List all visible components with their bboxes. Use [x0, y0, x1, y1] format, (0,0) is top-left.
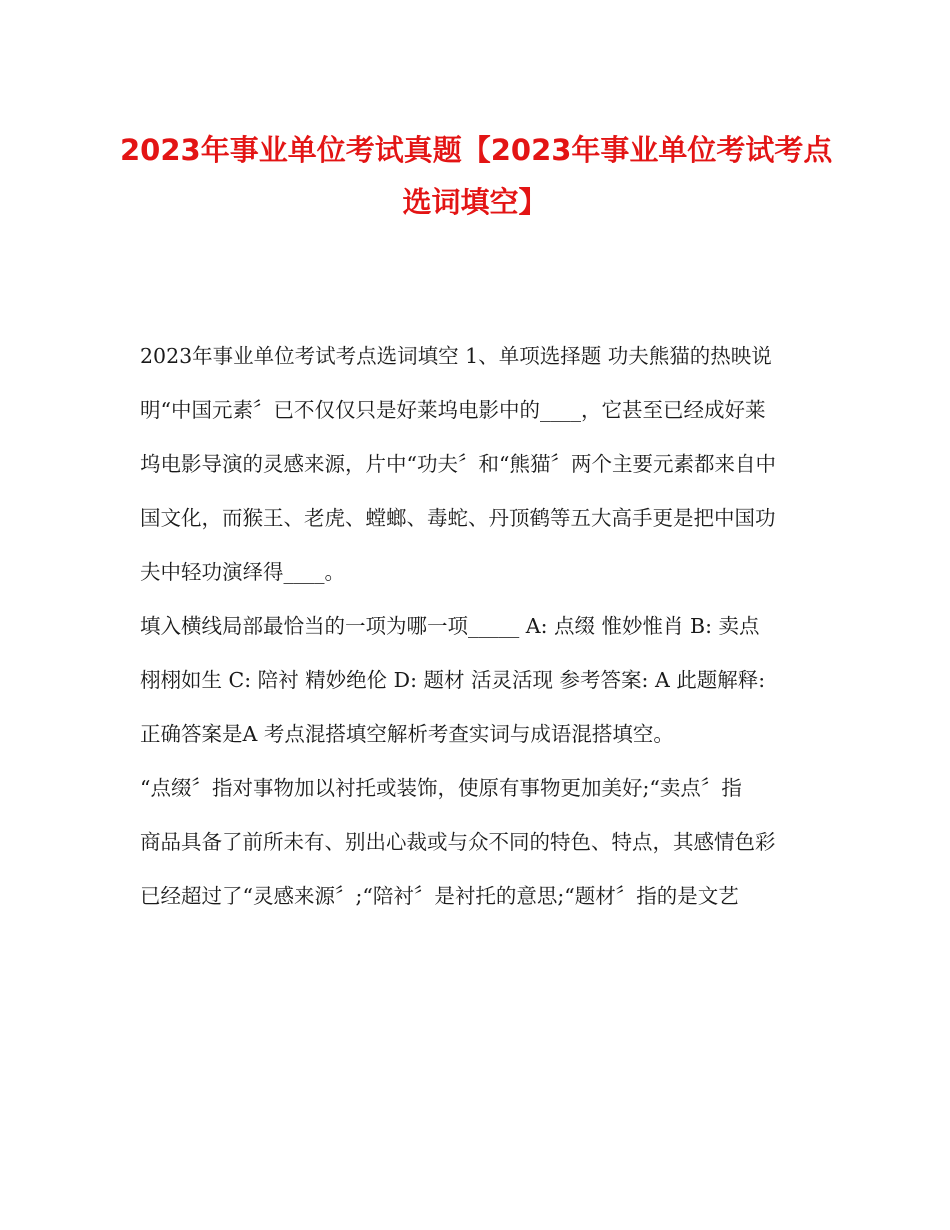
body-line-8: 正确答案是A 考点混搭填空解析考查实词与成语混搭填空。 [140, 722, 674, 746]
title-line-1: 2023年事业单位考试真题【2023年事业单位考试考点 [120, 133, 833, 167]
body-line-11: 已经超过了“灵感来源〞;“陪衬〞是衬托的意思;“题材〞指的是文艺 [140, 884, 739, 908]
body-line-3: 坞电影导演的灵感来源，片中“功夫〞和“熊猫〞两个主要元素都来自中 [140, 452, 776, 476]
body-line-4: 国文化，而猴王、老虎、螳螂、毒蛇、丹顶鹤等五大高手更是把中国功 [140, 506, 776, 530]
body-line-10: 商品具备了前所未有、别出心裁或与众不同的特色、特点，其感情色彩 [140, 830, 776, 854]
document-body [140, 336, 820, 930]
body-line-5: 夫中轻功演绎得____。 [140, 560, 345, 584]
title-line-2: 选词填空】 [402, 185, 548, 219]
body-line-2: 明“中国元素〞已不仅仅只是好莱坞电影中的____，它甚至已经成好莱 [140, 398, 766, 422]
document-title [120, 124, 833, 228]
body-line-7: 栩栩如生 C: 陪衬 精妙绝伦 D: 题材 活灵活现 参考答案: A 此题解释: [140, 668, 766, 692]
body-line-9: “点缀〞指对事物加以衬托或装饰，使原有事物更加美好;“卖点〞指 [140, 776, 742, 800]
body-line-6: 填入横线局部最恰当的一项为哪一项_____ A: 点缀 惟妙惟肖 B: 卖点 [140, 614, 760, 638]
body-line-1: 2023年事业单位考试考点选词填空 1、单项选择题 功夫熊猫的热映说 [140, 344, 772, 368]
